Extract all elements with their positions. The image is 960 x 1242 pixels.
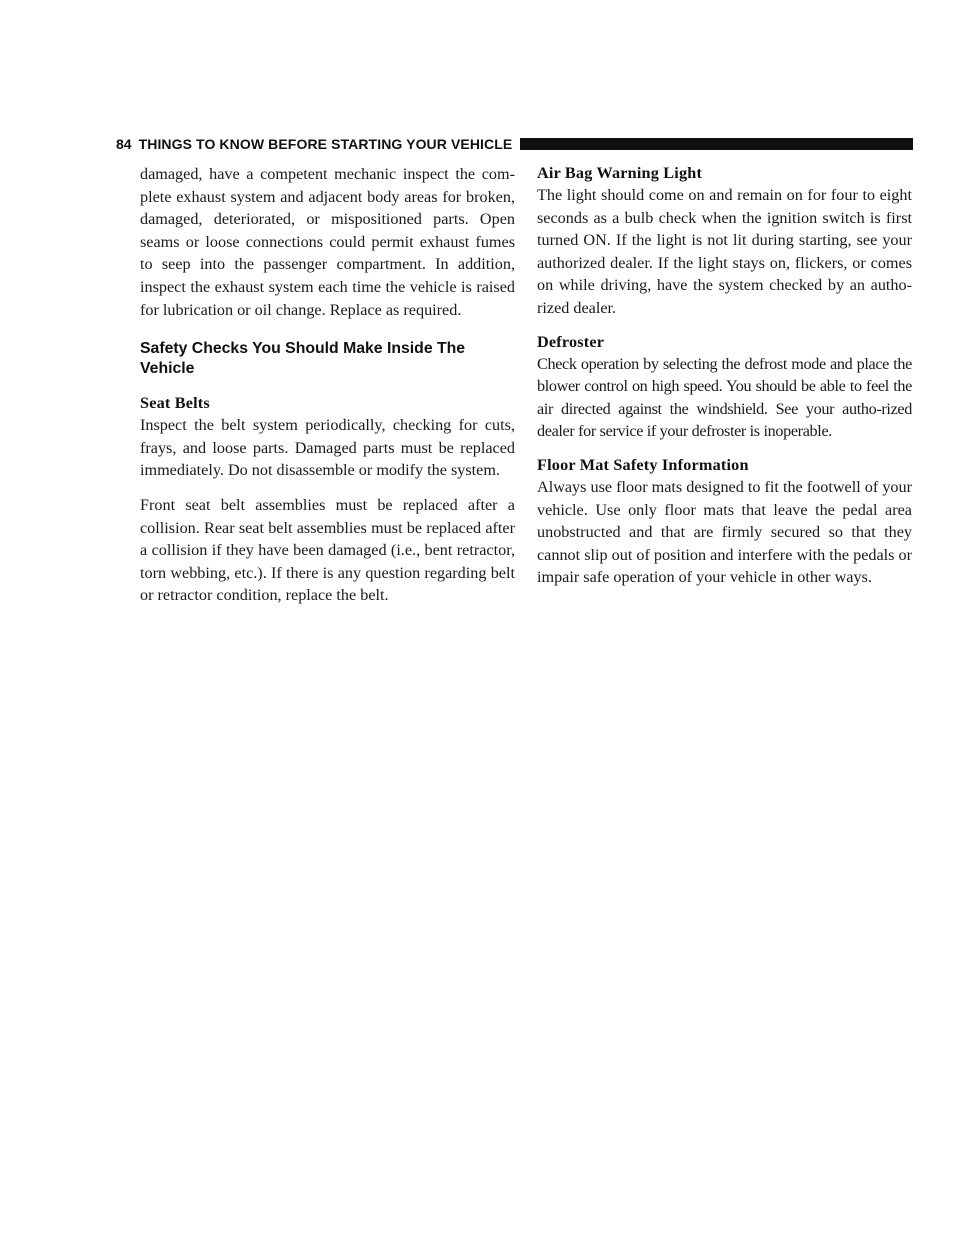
- page-header: [116, 134, 913, 154]
- seat-belts-heading: Seat Belts: [140, 394, 210, 413]
- air-bag-block: [537, 163, 912, 320]
- defroster-block: [537, 332, 912, 443]
- seat-belts-paragraph-2: Front seat belt assemblies must be replaced after a collision. Rear seat belt assemblies must be replaced after a collision if they have been damaged (i.e., bent retractor, torn webbing, etc.). If there is any question regarding belt or retractor condition, replace the belt.: [140, 495, 515, 605]
- floor-mat-block: [537, 455, 912, 589]
- floor-mat-heading: Floor Mat Safety Information: [537, 455, 749, 474]
- defroster-heading: Defroster: [537, 332, 605, 351]
- header-rule: [520, 138, 913, 150]
- floor-mat-paragraph: Always use floor mats designed to fit the footwell of your vehicle. Use only floor mats that leave the pedal area unobstructed and that are firmly secured so that they cannot slip out of position and interfere with the pedals or impair safe operation of your vehicle in other ways.: [537, 477, 912, 587]
- exhaust-inspection-paragraph: damaged, have a competent mechanic inspect the com-plete exhaust system and adjacent body areas for broken, damaged, deteriorated, or mispositioned parts. Open seams or loose connections could permit exhaust fumes to seep into the passenger compartment. In addition, inspect the exhaust system each time the vehicle is raised for lubrication or oil change. Replace as required.: [140, 165, 515, 319]
- right-column: [537, 163, 912, 601]
- air-bag-heading: Air Bag Warning Light: [537, 164, 703, 182]
- page-number: 84: [116, 136, 132, 152]
- section-heading-inside-vehicle: Safety Checks You Should Make Inside The Vehicle: [140, 340, 466, 378]
- chapter-title: THINGS TO KNOW BEFORE STARTING YOUR VEHICLE: [138, 136, 513, 152]
- air-bag-paragraph: The light should come on and remain on for four to eight seconds as a bulb check when the ignition switch is first turned ON. If the light is not lit during starting, see your authorized dealer. If the light stays on, flickers, or comes on while driving, have the system checked by an autho-rized dealer.: [537, 186, 912, 317]
- left-column: [140, 163, 515, 619]
- defroster-paragraph: Check operation by selecting the defrost mode and place the blower control on high speed. You should be able to feel the air directed against the windshield. See your autho-rized dealer for service if your defroster is inoperable.: [537, 354, 912, 441]
- seat-belts-paragraph-1: Inspect the belt system periodically, checking for cuts, frays, and loose parts. Damaged parts must be replaced immediately. Do not disassemble or modify the system.: [140, 416, 515, 480]
- seat-belts-block: [140, 393, 515, 607]
